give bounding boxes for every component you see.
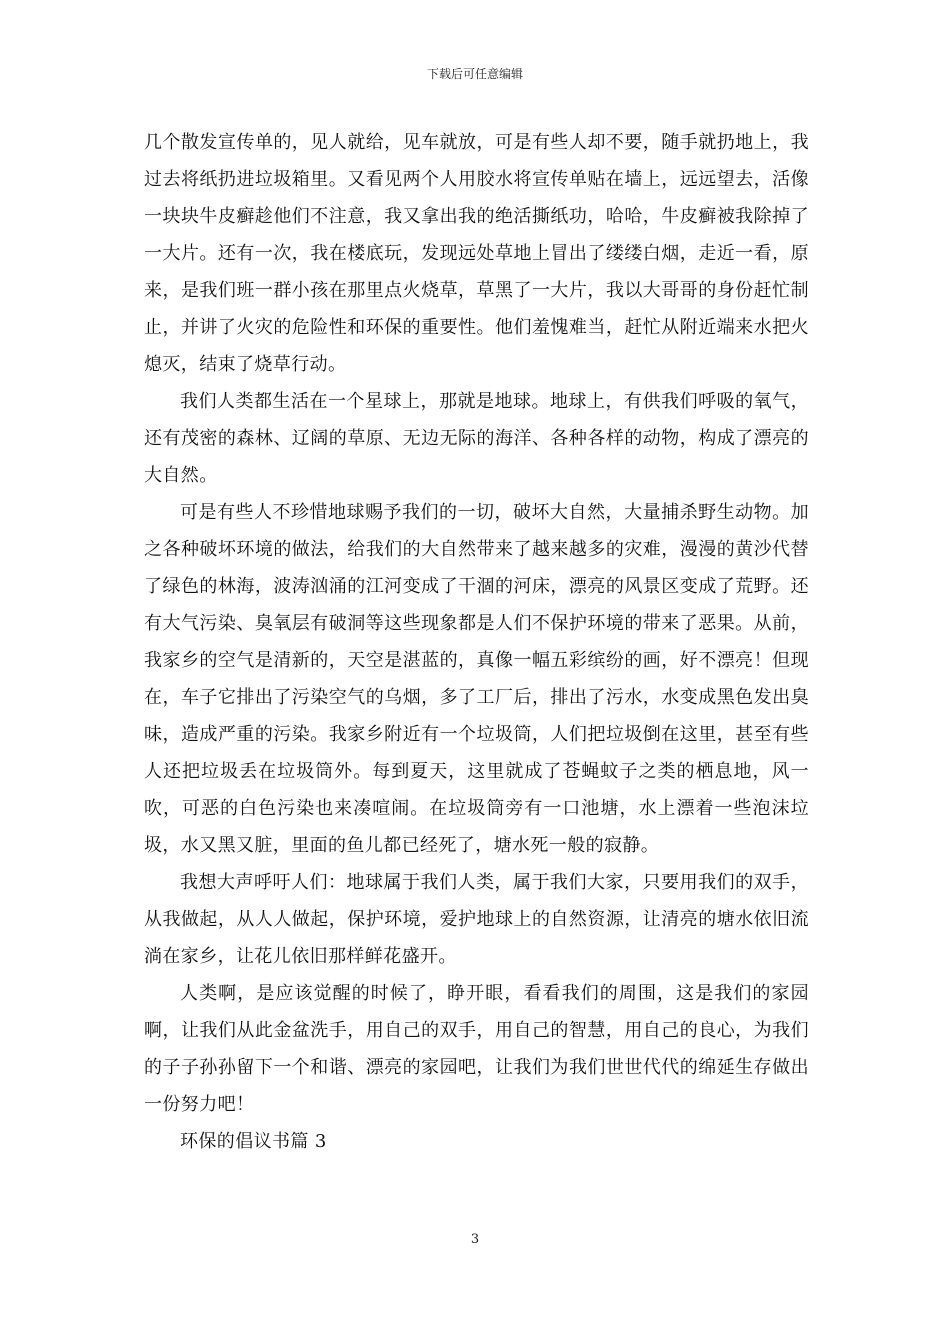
- paragraph-continued: 几个散发宣传单的，见人就给，见车就放，可是有些人却不要，随手就扔地上，我过去将纸扔进垃圾箱里。又看见两个人用胶水将宣传单贴在墙上，远远望去，活像一块块牛皮癣趁他们不注意，我又拿出我的绝活撕纸功，哈哈，牛皮癣被我除掉了一大片。还有一次，我在楼底玩，发现远处草地上冒出了缕缕白烟，走近一看，原来，是我们班一群小孩在那里点火烧草，草黑了一大片，我以大哥哥的身份赶忙制止，并讲了火灾的危险性和环保的重要性。他们羞愧难当，赶忙从附近端来水把火熄灭，结束了烧草行动。: [144, 132, 809, 375]
- page-header: 下载后可任意编辑: [426, 67, 523, 81]
- paragraph: 可是有些人不珍惜地球赐予我们的一切，破坏大自然，大量捕杀野生动物。加之各种破坏环境的做法，给我们的大自然带来了越来越多的灾难，漫漫的黄沙代替了绿色的林海，波涛汹涌的江河变成了干涸的河床，漂亮的风景区变成了荒野。还有大气污染、臭氧层有破洞等这些现象都是人们不保护环境的带来了恶果。从前，我家乡的空气是清新的，天空是湛蓝的，真像一幅五彩缤纷的画，好不漂亮！但现在，车子它排出了污染空气的乌烟，多了工厂后，排出了污水，水变成黑色发出臭味，造成严重的污染。我家乡附近有一个垃圾筒，人们把垃圾倒在这里，甚至有些人还把垃圾丢在垃圾筒外。每到夏天，这里就成了苍蝇蚊子之类的栖息地，风一吹，可恶的白色污染也来凑喧闹。在垃圾筒旁有一口池塘，水上漂着一些泡沫垃圾，水又黑又脏，里面的鱼儿都已经死了，塘水死一般的寂静。: [144, 502, 809, 856]
- paragraph: 人类啊，是应该觉醒的时候了，睁开眼，看看我们的周围，这是我们的家园啊，让我们从此金盆洗手，用自己的双手，用自己的智慧，用自己的良心，为我们的子子孙孙留下一个和谐、漂亮的家园吧，让我们为我们世世代代的绵延生存做出一份努力吧！: [144, 983, 809, 1115]
- page-number: 3: [470, 1232, 480, 1247]
- paragraph: 我想大声呼吁人们：地球属于我们人类，属于我们大家，只要用我们的双手，从我做起，从人人做起，保护环境，爱护地球上的自然资源，让清亮的塘水依旧流淌在家乡，让花儿依旧那样鲜花盛开。: [144, 872, 809, 967]
- document-body: [144, 124, 809, 1160]
- paragraph: 我们人类都生活在一个星球上，那就是地球。地球上，有供我们呼吸的氧气，还有茂密的森林、辽阔的草原、无边无际的海洋、各种各样的动物，构成了漂亮的大自然。: [144, 391, 809, 486]
- section-heading: 环保的倡议书篇 3: [180, 1131, 327, 1152]
